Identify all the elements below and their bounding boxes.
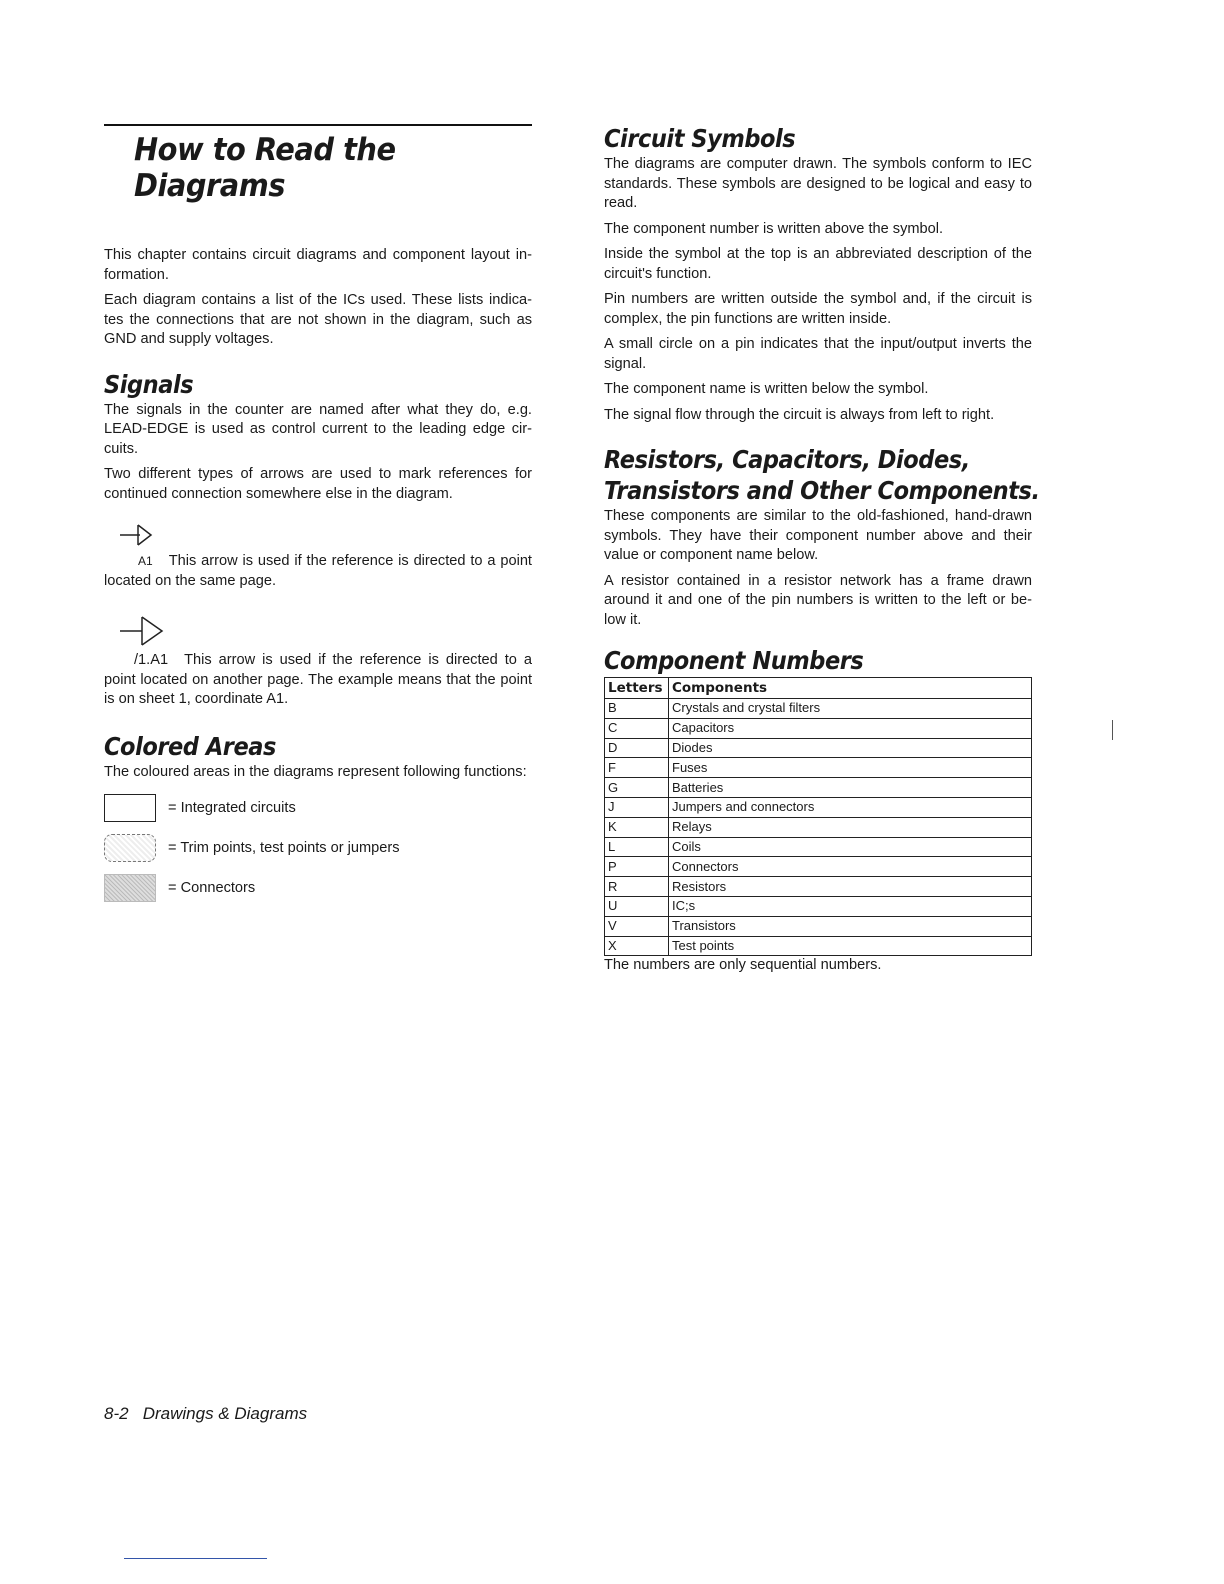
same-page-arrow-icon bbox=[118, 522, 158, 548]
res-paragraph-1: These components are similar to the old-fashioned, hand-drawn symbols. They have their component number above and their value or component name below. bbox=[604, 508, 1032, 563]
component-numbers-note: The numbers are only sequential numbers. bbox=[604, 957, 882, 974]
row-letter: U bbox=[605, 896, 669, 916]
table-row bbox=[605, 738, 1032, 758]
legend-label-connectors: = Connectors bbox=[168, 880, 256, 896]
signals-paragraph-2: Two different types of arrows are used to mark references for continued connection somewhere else in the diagram. bbox=[104, 466, 532, 502]
table-row bbox=[605, 718, 1032, 738]
row-component: Diodes bbox=[669, 738, 1032, 758]
col-header-components: Components bbox=[669, 678, 1032, 699]
row-letter: K bbox=[605, 817, 669, 837]
legend-label-ic: = Integrated circuits bbox=[168, 800, 296, 816]
row-letter: P bbox=[605, 857, 669, 877]
table-row bbox=[605, 877, 1032, 897]
signals-paragraph-1: The signals in the counter are named after what they do, e.g. LEAD-EDGE is used as control current to the leading edge cir-cuits. bbox=[104, 401, 532, 457]
right-column bbox=[604, 124, 1040, 982]
table-row bbox=[605, 758, 1032, 778]
table-row bbox=[605, 936, 1032, 956]
table-row bbox=[605, 857, 1032, 877]
row-component: Relays bbox=[669, 817, 1032, 837]
cs-paragraph-3: Inside the symbol at the top is an abbreviated description of the circuit's function. bbox=[604, 246, 1032, 282]
row-component: IC;s bbox=[669, 896, 1032, 916]
row-component: Transistors bbox=[669, 916, 1032, 936]
res-paragraph-2: A resistor contained in a resistor network has a frame drawn around it and one of the pin numbers is written to the left or be-low it. bbox=[604, 572, 1032, 628]
row-component: Fuses bbox=[669, 758, 1032, 778]
legend-label-trim: = Trim points, test points or jumpers bbox=[168, 840, 400, 856]
cs-paragraph-6: The component name is written below the symbol. bbox=[604, 381, 929, 397]
row-letter: D bbox=[605, 738, 669, 758]
legend-row-connectors bbox=[104, 868, 532, 908]
table-row bbox=[605, 797, 1032, 817]
same-page-arrow-block bbox=[104, 522, 532, 591]
colored-areas-intro: The coloured areas in the diagrams represent following functions: bbox=[104, 763, 527, 780]
row-component: Connectors bbox=[669, 857, 1032, 877]
resistors-heading-line1: Resistors, Capacitors, Diodes, bbox=[604, 445, 970, 474]
row-letter: F bbox=[605, 758, 669, 778]
margin-mark bbox=[1112, 720, 1113, 740]
circuit-symbols-heading: Circuit Symbols bbox=[604, 124, 796, 153]
page-footer: 8-2 Drawings & Diagrams bbox=[104, 1404, 308, 1423]
arrow1-text: This arrow is used if the reference is directed to a point located on the same page. bbox=[104, 553, 532, 589]
title-rule bbox=[104, 124, 532, 126]
cs-paragraph-2: The component number is written above the symbol. bbox=[604, 220, 944, 237]
row-letter: R bbox=[605, 877, 669, 897]
row-letter: X bbox=[605, 936, 669, 956]
arrow1-label: A1 bbox=[138, 554, 153, 568]
table-row bbox=[605, 699, 1032, 719]
other-page-arrow-block bbox=[104, 613, 532, 710]
intro-paragraph-1: This chapter contains circuit diagrams and component layout in-formation. bbox=[104, 247, 532, 283]
row-letter: L bbox=[605, 837, 669, 857]
legend-row-trim bbox=[104, 828, 532, 868]
row-component: Coils bbox=[669, 837, 1032, 857]
cs-paragraph-4: Pin numbers are written outside the symbol and, if the circuit is complex, the pin functions are written inside. bbox=[604, 291, 1032, 327]
row-component: Test points bbox=[669, 936, 1032, 956]
ic-swatch-icon bbox=[104, 794, 156, 822]
arrow2-text: This arrow is used if the reference is directed to a point located on another page. The example means that the point is on sheet 1, coordinate A1. bbox=[104, 652, 532, 707]
trim-swatch-icon bbox=[104, 834, 156, 862]
table-row bbox=[605, 916, 1032, 936]
row-component: Batteries bbox=[669, 778, 1032, 798]
table-row bbox=[605, 837, 1032, 857]
row-component: Jumpers and connectors bbox=[669, 797, 1032, 817]
row-component: Crystals and crystal filters bbox=[669, 699, 1032, 719]
row-letter: J bbox=[605, 797, 669, 817]
other-page-arrow-icon bbox=[118, 613, 178, 649]
table-row bbox=[605, 896, 1032, 916]
table-row bbox=[605, 778, 1032, 798]
footer-rule bbox=[124, 1558, 267, 1559]
page-title: How to Read the Diagrams bbox=[134, 132, 396, 204]
intro-paragraph-2: Each diagram contains a list of the ICs used. These lists indica-tes the connections that are not shown in the diagram, such as GND and supply voltages. bbox=[104, 292, 532, 347]
legend-row-ic bbox=[104, 788, 532, 828]
signals-heading: Signals bbox=[104, 369, 194, 399]
arrow2-label: /1.A1 bbox=[134, 652, 169, 668]
connector-swatch-icon bbox=[104, 874, 156, 902]
component-numbers-body bbox=[605, 699, 1032, 956]
row-letter: V bbox=[605, 916, 669, 936]
col-header-letters: Letters bbox=[605, 678, 669, 699]
cs-paragraph-5: A small circle on a pin indicates that the input/output inverts the signal. bbox=[604, 336, 1032, 372]
resistors-heading-line2: Transistors and Other Components. bbox=[604, 476, 1040, 505]
cs-paragraph-1: The diagrams are computer drawn. The symbols conform to IEC standards. These symbols are designed to be logical and easy to read. bbox=[604, 156, 1032, 211]
row-letter: C bbox=[605, 718, 669, 738]
left-column bbox=[104, 124, 532, 908]
row-letter: B bbox=[605, 699, 669, 719]
row-letter: G bbox=[605, 778, 669, 798]
row-component: Capacitors bbox=[669, 718, 1032, 738]
colored-areas-heading: Colored Areas bbox=[104, 731, 276, 761]
table-row bbox=[605, 817, 1032, 837]
component-numbers-heading: Component Numbers bbox=[604, 646, 864, 675]
component-numbers-table bbox=[604, 677, 1032, 956]
cs-paragraph-7: The signal flow through the circuit is always from left to right. bbox=[604, 406, 995, 423]
row-component: Resistors bbox=[669, 877, 1032, 897]
